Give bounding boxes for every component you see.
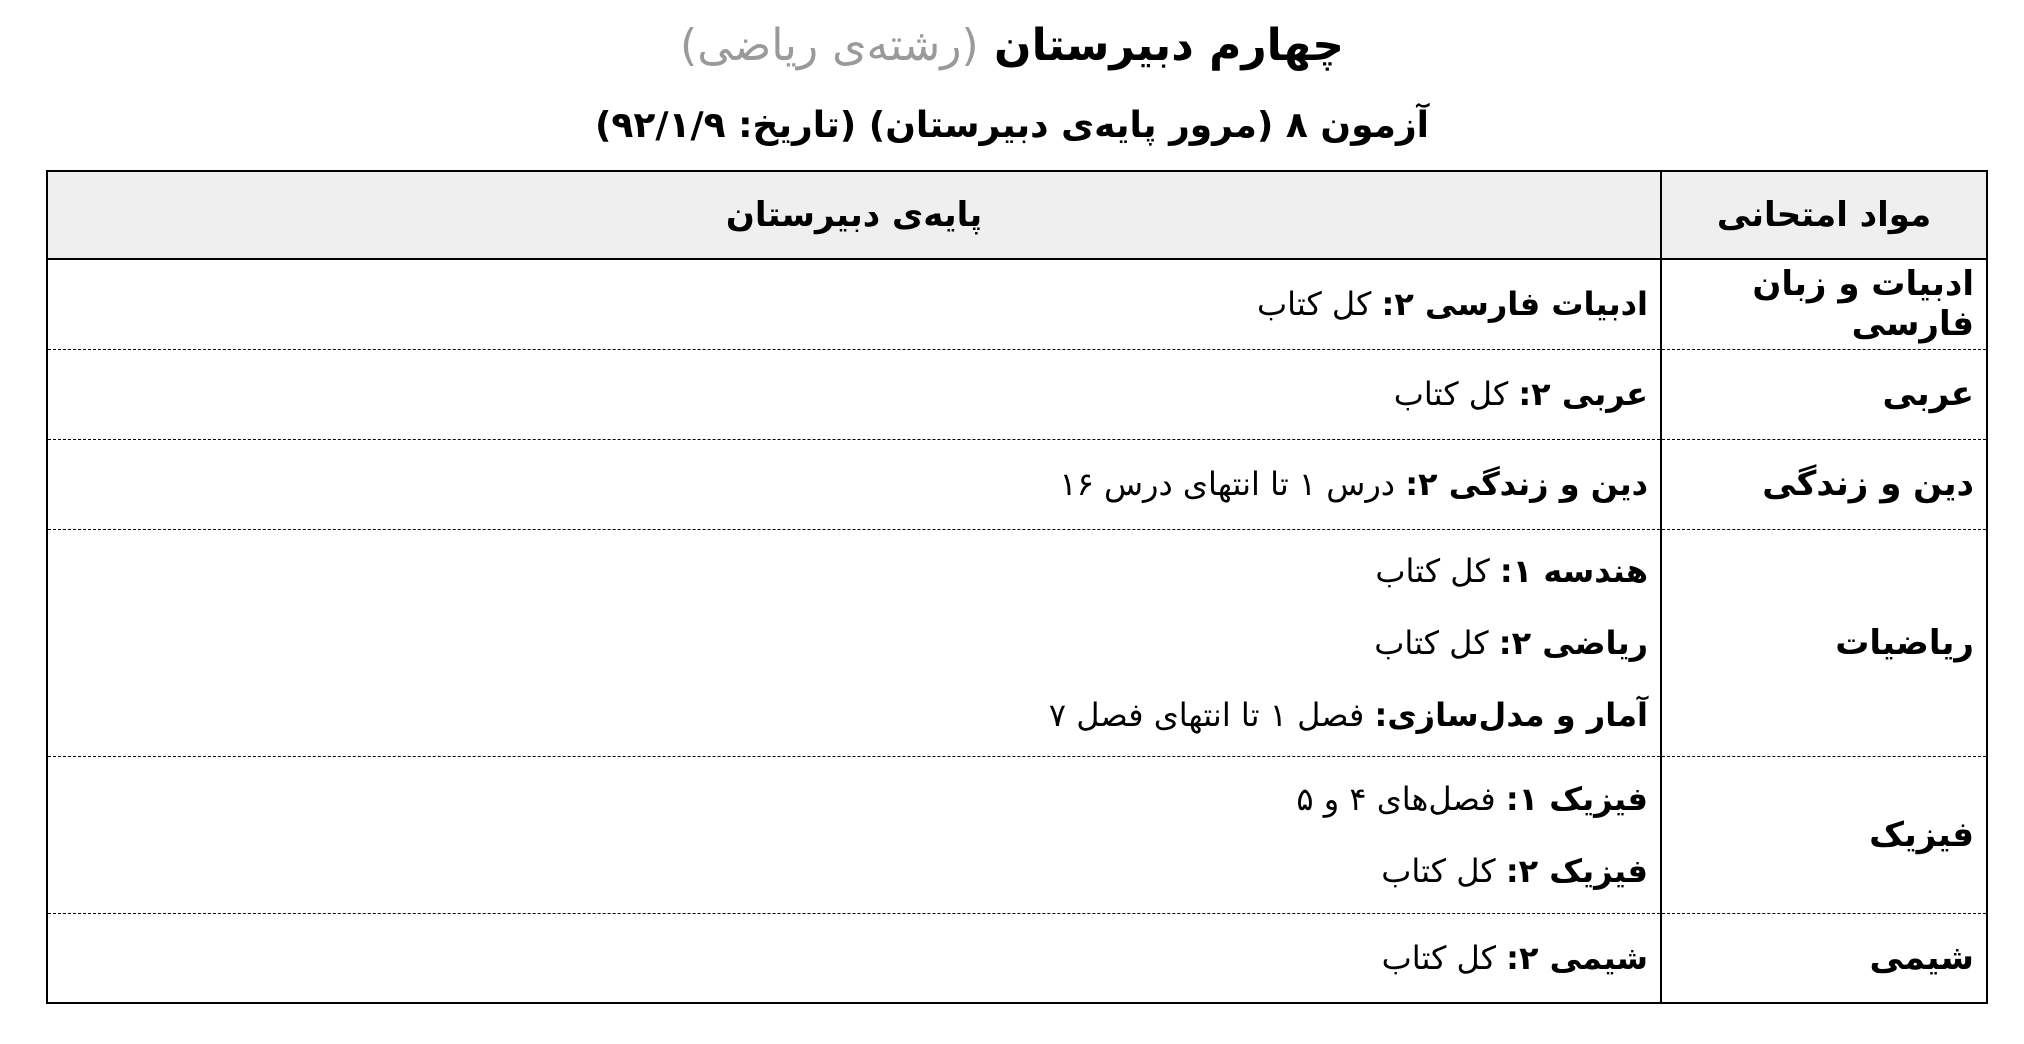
content-cell bbox=[47, 913, 1661, 1003]
content-cell bbox=[47, 756, 1661, 913]
content-cell bbox=[47, 439, 1661, 529]
course-scope: درس ۱ تا انتهای درس ۱۶ bbox=[1059, 465, 1406, 503]
course-scope: فصل‌های ۴ و ۵ bbox=[1296, 779, 1506, 818]
course-name: فیزیک ۲: bbox=[1505, 851, 1648, 890]
title-grade: چهارم دبیرستان bbox=[994, 20, 1344, 71]
subject-cell: دین و زندگی bbox=[1661, 439, 1987, 529]
course-scope: فصل ۱ تا انتهای فصل ۷ bbox=[1048, 695, 1375, 734]
syllabus-table bbox=[46, 170, 1988, 1004]
syllabus-item bbox=[60, 679, 1648, 751]
table-row bbox=[47, 349, 1987, 439]
table-row bbox=[47, 439, 1987, 529]
course-name: آمار و مدل‌سازی: bbox=[1374, 695, 1648, 734]
course-scope: کل کتاب bbox=[1381, 851, 1506, 890]
title-branch: (رشته‌ی ریاضی) bbox=[680, 20, 979, 71]
course-name: ریاضی ۲: bbox=[1498, 623, 1648, 662]
page-subtitle: آزمون ۸ (مرور پایه‌ی دبیرستان) (تاریخ: ۹۲/۱/۹) bbox=[594, 105, 1430, 146]
subject-cell: ادبیات و زبان فارسی bbox=[1661, 259, 1987, 349]
course-scope: کل کتاب bbox=[1381, 938, 1507, 977]
course-scope: کل کتاب bbox=[1393, 375, 1519, 413]
syllabus-item bbox=[60, 448, 1648, 520]
table-row bbox=[47, 259, 1987, 349]
content-cell bbox=[47, 259, 1661, 349]
content-cell bbox=[47, 349, 1661, 439]
header-subject: مواد امتحانی bbox=[1661, 171, 1987, 259]
syllabus-item bbox=[60, 268, 1648, 340]
syllabus-item bbox=[60, 763, 1648, 835]
course-name: شیمی ۲: bbox=[1506, 938, 1648, 977]
table-row bbox=[47, 913, 1987, 1003]
table-header-row bbox=[47, 171, 1987, 259]
header-content: پایه‌ی دبیرستان bbox=[47, 171, 1661, 259]
table-row bbox=[47, 756, 1987, 913]
course-name: عربی ۲: bbox=[1518, 375, 1648, 413]
syllabus-item bbox=[60, 358, 1648, 430]
syllabus-item bbox=[60, 835, 1648, 907]
syllabus-item bbox=[60, 535, 1648, 607]
course-name: ادبیات فارسی ۲: bbox=[1381, 285, 1648, 324]
subject-cell: ریاضیات bbox=[1661, 529, 1987, 756]
content-cell bbox=[47, 529, 1661, 756]
course-scope: کل کتاب bbox=[1256, 285, 1382, 324]
course-scope: کل کتاب bbox=[1374, 623, 1499, 662]
table-row bbox=[47, 529, 1987, 756]
course-scope: کل کتاب bbox=[1375, 551, 1500, 590]
course-name: دین و زندگی ۲: bbox=[1405, 465, 1648, 503]
course-name: فیزیک ۱: bbox=[1505, 779, 1648, 818]
page-title bbox=[0, 14, 2024, 78]
syllabus-item bbox=[60, 922, 1648, 994]
subject-cell: شیمی bbox=[1661, 913, 1987, 1003]
syllabus-item bbox=[60, 607, 1648, 679]
subject-cell: عربی bbox=[1661, 349, 1987, 439]
subject-cell: فیزیک bbox=[1661, 756, 1987, 913]
course-name: هندسه ۱: bbox=[1499, 551, 1648, 590]
